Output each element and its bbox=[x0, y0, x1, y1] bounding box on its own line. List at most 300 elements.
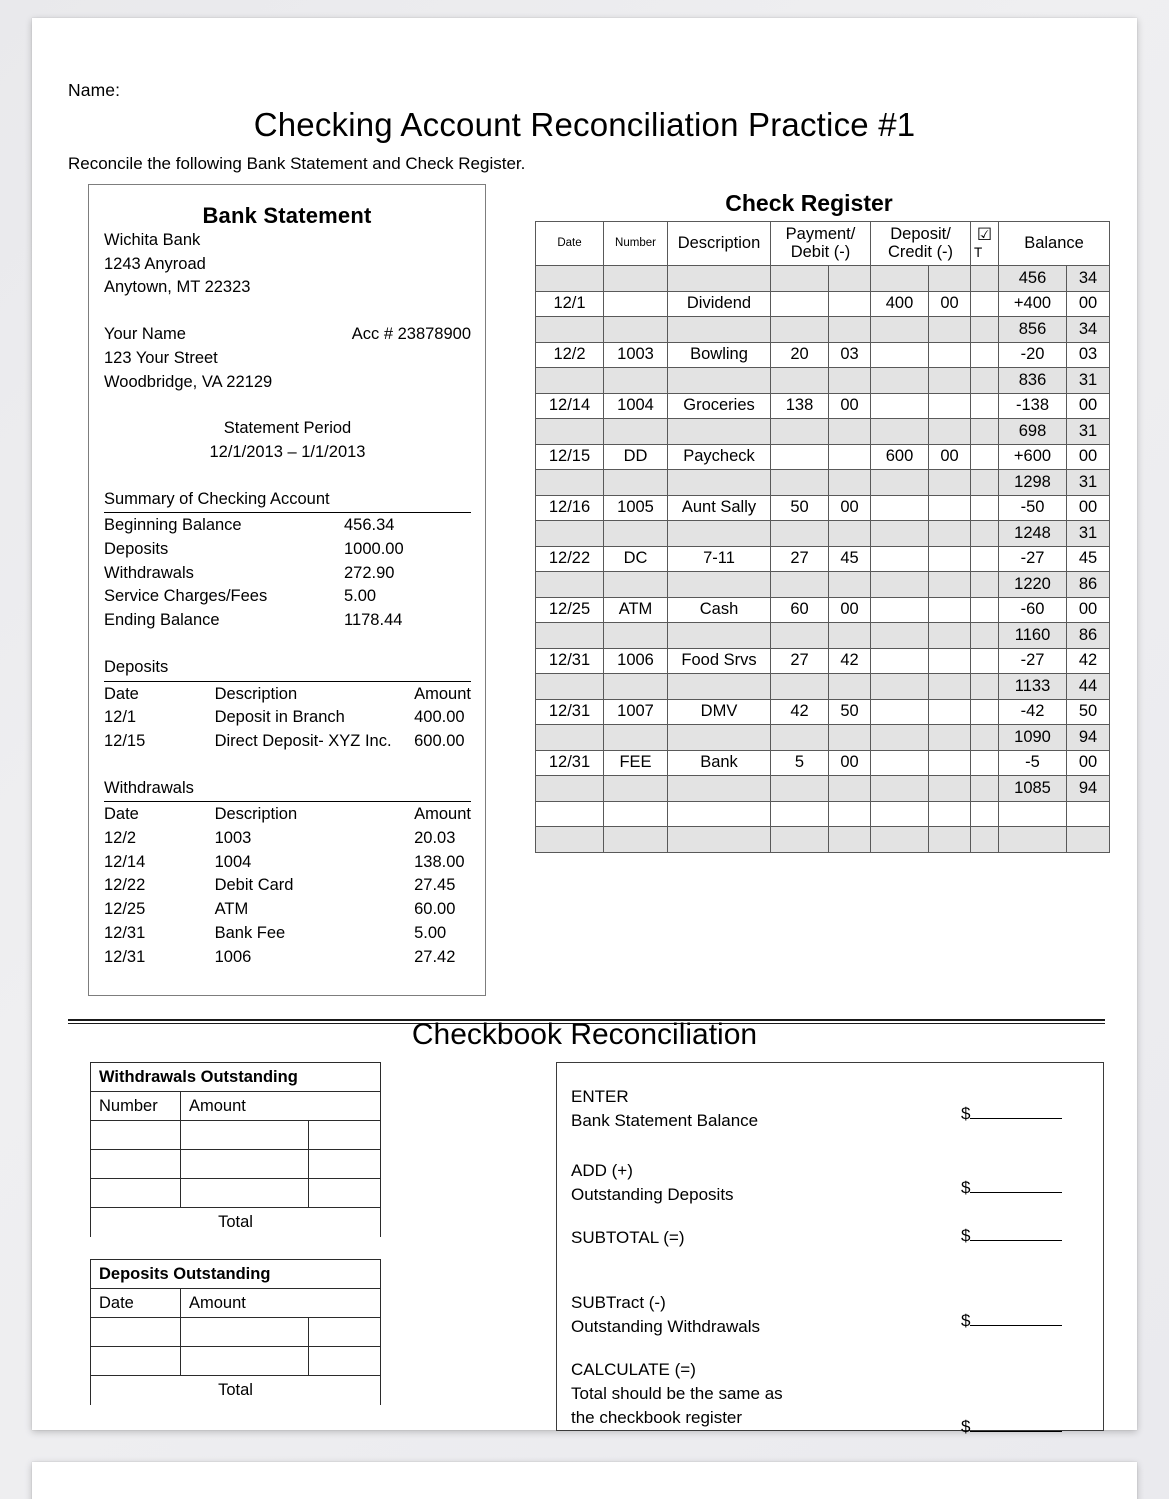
register-cell-dep-c[interactable] bbox=[929, 827, 971, 853]
table-row bbox=[104, 706, 471, 730]
register-cell-bal-d[interactable]: -60 bbox=[999, 597, 1067, 623]
register-cell-description[interactable]: DMV bbox=[668, 699, 771, 725]
register-cell-pay-c[interactable] bbox=[829, 674, 871, 700]
register-cell-pay-d[interactable] bbox=[771, 291, 829, 317]
register-cell-pay-d[interactable] bbox=[771, 674, 829, 700]
register-cell-pay-c[interactable] bbox=[829, 572, 871, 598]
register-cell-dep-d[interactable] bbox=[871, 801, 929, 827]
deposits-outstanding-table bbox=[90, 1259, 381, 1405]
register-cell-pay-d[interactable] bbox=[771, 623, 829, 649]
register-cell-description[interactable] bbox=[668, 801, 771, 827]
outstanding-blank-cell[interactable] bbox=[181, 1318, 309, 1347]
register-cell-pay-c[interactable]: 45 bbox=[829, 546, 871, 572]
register-cell-bal-c[interactable] bbox=[1067, 801, 1110, 827]
spacer bbox=[104, 754, 471, 777]
worksheet-amount-field[interactable] bbox=[961, 1311, 1062, 1331]
register-cell-bal-c[interactable]: 00 bbox=[1067, 597, 1110, 623]
outstanding-blank-cell[interactable] bbox=[181, 1179, 309, 1208]
register-cell-number[interactable]: 1006 bbox=[604, 648, 668, 674]
register-entry-row bbox=[536, 342, 1110, 368]
register-balance-row bbox=[536, 521, 1110, 547]
register-cell-pay-c[interactable]: 42 bbox=[829, 648, 871, 674]
register-cell-bal-c[interactable]: 31 bbox=[1067, 419, 1110, 445]
register-cell-pay-d[interactable] bbox=[771, 266, 829, 292]
outstanding-blank-cell[interactable] bbox=[91, 1150, 181, 1179]
register-cell-date[interactable]: 12/2 bbox=[536, 342, 604, 368]
register-cell-dep-c[interactable] bbox=[929, 419, 971, 445]
register-cell-bal-c[interactable]: 86 bbox=[1067, 623, 1110, 649]
register-cell-dep-d[interactable] bbox=[871, 393, 929, 419]
register-cell-number[interactable] bbox=[604, 827, 668, 853]
outstanding-blank-cell[interactable] bbox=[181, 1121, 309, 1150]
description-cell: Deposit in Branch bbox=[214, 708, 345, 727]
register-cell-description[interactable]: Bowling bbox=[668, 342, 771, 368]
register-cell-number[interactable] bbox=[604, 317, 668, 343]
register-cell-dep-c[interactable] bbox=[929, 674, 971, 700]
table-row bbox=[104, 730, 471, 754]
register-cell-pay-c[interactable] bbox=[829, 368, 871, 394]
summary-list bbox=[104, 514, 471, 633]
register-cell-description[interactable]: Dividend bbox=[668, 291, 771, 317]
register-cell-bal-c[interactable] bbox=[1067, 827, 1110, 853]
register-cell-pay-c[interactable]: 00 bbox=[829, 393, 871, 419]
summary-value: 456.34 bbox=[344, 516, 395, 535]
register-cell-number[interactable]: FEE bbox=[604, 750, 668, 776]
register-cell-pay-c[interactable] bbox=[829, 419, 871, 445]
register-cell-date[interactable] bbox=[536, 266, 604, 292]
outstanding-blank-cell[interactable] bbox=[309, 1318, 381, 1347]
register-cell-dep-d[interactable] bbox=[871, 419, 929, 445]
register-cell-bal-d[interactable]: 698 bbox=[999, 419, 1067, 445]
register-cell-description[interactable]: Food Srvs bbox=[668, 648, 771, 674]
register-cell-bal-c[interactable]: 44 bbox=[1067, 674, 1110, 700]
register-cell-description[interactable] bbox=[668, 470, 771, 496]
worksheet-amount-field[interactable] bbox=[961, 1226, 1062, 1246]
register-cell-dep-d[interactable] bbox=[871, 674, 929, 700]
register-cell-t[interactable] bbox=[971, 393, 999, 419]
register-cell-t[interactable] bbox=[971, 495, 999, 521]
register-cell-bal-d[interactable]: 836 bbox=[999, 368, 1067, 394]
register-cell-dep-d[interactable] bbox=[871, 470, 929, 496]
register-cell-description[interactable]: Cash bbox=[668, 597, 771, 623]
register-cell-pay-d[interactable] bbox=[771, 368, 829, 394]
register-cell-dep-d[interactable] bbox=[871, 623, 929, 649]
outstanding-blank-cell[interactable] bbox=[91, 1121, 181, 1150]
register-cell-bal-d[interactable]: 1085 bbox=[999, 776, 1067, 802]
register-cell-pay-d[interactable] bbox=[771, 801, 829, 827]
amount-blank-line[interactable] bbox=[970, 1417, 1062, 1432]
register-cell-description[interactable]: Groceries bbox=[668, 393, 771, 419]
register-cell-date[interactable]: 12/14 bbox=[536, 393, 604, 419]
outstanding-heading: Deposits Outstanding bbox=[91, 1260, 381, 1289]
register-cell-number[interactable] bbox=[604, 725, 668, 751]
register-cell-date[interactable] bbox=[536, 317, 604, 343]
bank-name: Wichita Bank bbox=[104, 231, 201, 249]
register-cell-dep-c[interactable] bbox=[929, 648, 971, 674]
register-cell-bal-c[interactable]: 50 bbox=[1067, 699, 1110, 725]
register-cell-t[interactable] bbox=[971, 597, 999, 623]
register-cell-t[interactable] bbox=[971, 546, 999, 572]
register-cell-description[interactable] bbox=[668, 572, 771, 598]
register-cell-date[interactable] bbox=[536, 801, 604, 827]
register-cell-pay-c[interactable] bbox=[829, 776, 871, 802]
register-cell-date[interactable]: 12/15 bbox=[536, 444, 604, 470]
register-cell-t[interactable] bbox=[971, 623, 999, 649]
register-cell-pay-d[interactable]: 60 bbox=[771, 597, 829, 623]
worksheet-amount-field[interactable] bbox=[961, 1417, 1062, 1437]
register-cell-bal-d[interactable]: -20 bbox=[999, 342, 1067, 368]
register-cell-bal-d[interactable]: -27 bbox=[999, 546, 1067, 572]
register-cell-dep-d[interactable] bbox=[871, 521, 929, 547]
register-cell-bal-d[interactable] bbox=[999, 801, 1067, 827]
register-cell-number[interactable] bbox=[604, 674, 668, 700]
register-cell-date[interactable] bbox=[536, 623, 604, 649]
register-cell-bal-c[interactable]: 03 bbox=[1067, 342, 1110, 368]
worksheet-amount-field[interactable] bbox=[961, 1104, 1062, 1124]
register-cell-number[interactable]: 1004 bbox=[604, 393, 668, 419]
register-cell-bal-d[interactable]: -27 bbox=[999, 648, 1067, 674]
register-cell-dep-c[interactable] bbox=[929, 470, 971, 496]
outstanding-blank-cell[interactable] bbox=[181, 1347, 309, 1376]
register-cell-pay-c[interactable] bbox=[829, 801, 871, 827]
register-cell-bal-c[interactable]: 31 bbox=[1067, 470, 1110, 496]
register-cell-t[interactable] bbox=[971, 699, 999, 725]
register-cell-dep-d[interactable] bbox=[871, 750, 929, 776]
register-cell-bal-c[interactable]: 00 bbox=[1067, 393, 1110, 419]
register-cell-bal-c[interactable]: 00 bbox=[1067, 495, 1110, 521]
register-cell-date[interactable] bbox=[536, 368, 604, 394]
register-cell-pay-c[interactable] bbox=[829, 623, 871, 649]
register-cell-pay-d[interactable] bbox=[771, 776, 829, 802]
register-cell-t[interactable] bbox=[971, 572, 999, 598]
outstanding-blank-row[interactable] bbox=[91, 1347, 381, 1376]
register-cell-dep-d[interactable] bbox=[871, 572, 929, 598]
register-cell-pay-c[interactable]: 03 bbox=[829, 342, 871, 368]
register-cell-pay-c[interactable] bbox=[829, 725, 871, 751]
register-cell-number[interactable]: DD bbox=[604, 444, 668, 470]
register-cell-date[interactable]: 12/31 bbox=[536, 648, 604, 674]
outstanding-blank-cell[interactable] bbox=[91, 1179, 181, 1208]
register-cell-description[interactable] bbox=[668, 521, 771, 547]
register-cell-bal-d[interactable]: 1133 bbox=[999, 674, 1067, 700]
register-cell-bal-c[interactable]: 86 bbox=[1067, 572, 1110, 598]
register-cell-bal-c[interactable]: 00 bbox=[1067, 291, 1110, 317]
register-cell-pay-d[interactable] bbox=[771, 470, 829, 496]
register-cell-number[interactable] bbox=[604, 291, 668, 317]
register-cell-bal-d[interactable]: -5 bbox=[999, 750, 1067, 776]
register-cell-pay-c[interactable] bbox=[829, 444, 871, 470]
register-cell-dep-d[interactable]: 600 bbox=[871, 444, 929, 470]
register-cell-bal-d[interactable]: 1090 bbox=[999, 725, 1067, 751]
table-row bbox=[104, 946, 471, 970]
register-cell-pay-c[interactable]: 00 bbox=[829, 597, 871, 623]
outstanding-blank-cell[interactable] bbox=[309, 1179, 381, 1208]
register-cell-t[interactable] bbox=[971, 266, 999, 292]
register-cell-dep-c[interactable] bbox=[929, 393, 971, 419]
register-cell-dep-c[interactable] bbox=[929, 317, 971, 343]
register-cell-number[interactable] bbox=[604, 776, 668, 802]
register-cell-dep-d[interactable] bbox=[871, 699, 929, 725]
register-cell-t[interactable] bbox=[971, 674, 999, 700]
outstanding-blank-cell[interactable] bbox=[181, 1150, 309, 1179]
register-cell-pay-d[interactable] bbox=[771, 572, 829, 598]
register-cell-description[interactable]: Paycheck bbox=[668, 444, 771, 470]
register-cell-t[interactable] bbox=[971, 801, 999, 827]
register-cell-date[interactable]: 12/31 bbox=[536, 750, 604, 776]
register-cell-dep-d[interactable] bbox=[871, 317, 929, 343]
register-entry-row bbox=[536, 801, 1110, 827]
worksheet-step-op: SUBTract (-) bbox=[571, 1293, 666, 1312]
register-cell-number[interactable] bbox=[604, 470, 668, 496]
register-cell-date[interactable]: 12/22 bbox=[536, 546, 604, 572]
register-cell-dep-d[interactable] bbox=[871, 368, 929, 394]
register-cell-bal-d[interactable]: 1248 bbox=[999, 521, 1067, 547]
register-cell-dep-c[interactable]: 00 bbox=[929, 444, 971, 470]
amount-cell: 5.00 bbox=[414, 923, 447, 942]
register-cell-t[interactable] bbox=[971, 776, 999, 802]
register-cell-date[interactable]: 12/25 bbox=[536, 597, 604, 623]
register-cell-bal-c[interactable]: 45 bbox=[1067, 546, 1110, 572]
register-cell-bal-d[interactable] bbox=[999, 827, 1067, 853]
register-cell-dep-d[interactable]: 400 bbox=[871, 291, 929, 317]
register-cell-bal-c[interactable]: 34 bbox=[1067, 266, 1110, 292]
register-cell-date[interactable]: 12/31 bbox=[536, 699, 604, 725]
register-cell-pay-d[interactable]: 42 bbox=[771, 699, 829, 725]
worksheet-step-op: CALCULATE (=) bbox=[571, 1360, 696, 1379]
register-cell-t[interactable] bbox=[971, 750, 999, 776]
register-cell-date[interactable]: 12/1 bbox=[536, 291, 604, 317]
register-cell-dep-d[interactable] bbox=[871, 546, 929, 572]
register-cell-date[interactable] bbox=[536, 521, 604, 547]
register-cell-t[interactable] bbox=[971, 725, 999, 751]
register-cell-pay-c[interactable] bbox=[829, 521, 871, 547]
register-cell-date[interactable] bbox=[536, 419, 604, 445]
date-cell: 12/31 bbox=[104, 947, 146, 966]
register-cell-t[interactable] bbox=[971, 291, 999, 317]
register-cell-number[interactable]: DC bbox=[604, 546, 668, 572]
worksheet-amount-field[interactable] bbox=[961, 1178, 1062, 1198]
register-cell-pay-c[interactable]: 00 bbox=[829, 750, 871, 776]
register-cell-bal-c[interactable]: 31 bbox=[1067, 521, 1110, 547]
register-cell-bal-d[interactable]: -50 bbox=[999, 495, 1067, 521]
register-cell-pay-d[interactable] bbox=[771, 725, 829, 751]
register-cell-pay-d[interactable] bbox=[771, 521, 829, 547]
register-cell-number[interactable] bbox=[604, 368, 668, 394]
currency-symbol: $ bbox=[961, 1178, 971, 1197]
checkbox-checked-icon: ☑ bbox=[976, 225, 993, 245]
register-cell-number[interactable]: 1005 bbox=[604, 495, 668, 521]
register-cell-description[interactable] bbox=[668, 419, 771, 445]
register-cell-number[interactable] bbox=[604, 801, 668, 827]
register-cell-pay-d[interactable]: 138 bbox=[771, 393, 829, 419]
worksheet-step bbox=[571, 1358, 783, 1430]
column-header: Amount bbox=[414, 684, 471, 703]
register-cell-dep-c[interactable] bbox=[929, 521, 971, 547]
customer-street: 123 Your Street bbox=[104, 348, 218, 367]
register-cell-t[interactable] bbox=[971, 521, 999, 547]
outstanding-column-row bbox=[91, 1092, 381, 1121]
register-cell-bal-c[interactable]: 42 bbox=[1067, 648, 1110, 674]
register-cell-t[interactable] bbox=[971, 368, 999, 394]
register-cell-description[interactable] bbox=[668, 368, 771, 394]
register-cell-description[interactable] bbox=[668, 674, 771, 700]
register-cell-t[interactable] bbox=[971, 444, 999, 470]
worksheet-step bbox=[571, 1291, 760, 1339]
register-cell-date[interactable] bbox=[536, 572, 604, 598]
register-cell-dep-c[interactable] bbox=[929, 368, 971, 394]
register-cell-number[interactable] bbox=[604, 266, 668, 292]
register-cell-number[interactable] bbox=[604, 521, 668, 547]
register-cell-dep-c[interactable] bbox=[929, 623, 971, 649]
amount-blank-line[interactable] bbox=[970, 1311, 1062, 1326]
outstanding-blank-cell[interactable] bbox=[91, 1318, 181, 1347]
register-cell-pay-d[interactable]: 50 bbox=[771, 495, 829, 521]
register-cell-pay-c[interactable] bbox=[829, 827, 871, 853]
outstanding-blank-row[interactable] bbox=[91, 1318, 381, 1347]
register-cell-bal-c[interactable]: 94 bbox=[1067, 776, 1110, 802]
outstanding-blank-cell[interactable] bbox=[91, 1347, 181, 1376]
register-cell-pay-c[interactable] bbox=[829, 317, 871, 343]
register-cell-bal-d[interactable]: +400 bbox=[999, 291, 1067, 317]
register-cell-dep-d[interactable] bbox=[871, 495, 929, 521]
register-cell-bal-d[interactable]: +600 bbox=[999, 444, 1067, 470]
register-cell-dep-c[interactable] bbox=[929, 699, 971, 725]
register-cell-bal-d[interactable]: 456 bbox=[999, 266, 1067, 292]
register-cell-dep-d[interactable] bbox=[871, 725, 929, 751]
outstanding-blank-row[interactable] bbox=[91, 1179, 381, 1208]
outstanding-blank-cell[interactable] bbox=[309, 1121, 381, 1150]
register-cell-number[interactable] bbox=[604, 572, 668, 598]
amount-blank-line[interactable] bbox=[970, 1226, 1062, 1241]
register-cell-description[interactable]: Aunt Sally bbox=[668, 495, 771, 521]
document-page-1 bbox=[32, 18, 1137, 1436]
register-cell-number[interactable] bbox=[604, 419, 668, 445]
register-cell-number[interactable]: 1007 bbox=[604, 699, 668, 725]
summary-row bbox=[104, 514, 471, 538]
register-balance-row bbox=[536, 419, 1110, 445]
register-cell-dep-c[interactable] bbox=[929, 546, 971, 572]
register-cell-description[interactable] bbox=[668, 776, 771, 802]
register-cell-dep-d[interactable] bbox=[871, 827, 929, 853]
register-cell-dep-c[interactable] bbox=[929, 801, 971, 827]
outstanding-blank-cell[interactable] bbox=[309, 1347, 381, 1376]
register-cell-t[interactable] bbox=[971, 827, 999, 853]
register-cell-bal-c[interactable]: 31 bbox=[1067, 368, 1110, 394]
register-balance-row bbox=[536, 827, 1110, 853]
register-cell-date[interactable] bbox=[536, 725, 604, 751]
register-cell-pay-d[interactable] bbox=[771, 444, 829, 470]
register-cell-description[interactable] bbox=[668, 317, 771, 343]
register-cell-dep-d[interactable] bbox=[871, 648, 929, 674]
register-cell-pay-d[interactable]: 20 bbox=[771, 342, 829, 368]
register-cell-dep-c[interactable] bbox=[929, 342, 971, 368]
register-cell-dep-c[interactable] bbox=[929, 750, 971, 776]
register-cell-description[interactable] bbox=[668, 827, 771, 853]
register-cell-dep-d[interactable] bbox=[871, 597, 929, 623]
outstanding-blank-row[interactable] bbox=[91, 1150, 381, 1179]
register-cell-dep-c[interactable] bbox=[929, 266, 971, 292]
register-col-cleared bbox=[971, 222, 999, 266]
register-cell-t[interactable] bbox=[971, 648, 999, 674]
register-cell-pay-c[interactable] bbox=[829, 291, 871, 317]
register-cell-number[interactable]: 1003 bbox=[604, 342, 668, 368]
date-cell: 12/14 bbox=[104, 852, 146, 871]
register-cell-t[interactable] bbox=[971, 317, 999, 343]
register-cell-pay-d[interactable] bbox=[771, 827, 829, 853]
register-cell-number[interactable]: ATM bbox=[604, 597, 668, 623]
date-cell: 12/25 bbox=[104, 900, 146, 919]
register-cell-pay-c[interactable] bbox=[829, 266, 871, 292]
register-cell-dep-c[interactable]: 00 bbox=[929, 291, 971, 317]
amount-blank-line[interactable] bbox=[970, 1178, 1062, 1193]
summary-label: Deposits bbox=[104, 540, 169, 559]
register-cell-bal-d[interactable]: 1298 bbox=[999, 470, 1067, 496]
summary-heading: Summary of Checking Account bbox=[104, 488, 471, 514]
register-cell-bal-d[interactable]: -138 bbox=[999, 393, 1067, 419]
amount-blank-line[interactable] bbox=[970, 1104, 1062, 1119]
register-cell-date[interactable] bbox=[536, 776, 604, 802]
register-cell-dep-c[interactable] bbox=[929, 597, 971, 623]
register-cell-bal-d[interactable]: 1160 bbox=[999, 623, 1067, 649]
register-cell-description[interactable]: 7-11 bbox=[668, 546, 771, 572]
register-cell-dep-c[interactable] bbox=[929, 572, 971, 598]
register-cell-description[interactable] bbox=[668, 623, 771, 649]
register-cell-date[interactable] bbox=[536, 674, 604, 700]
register-cell-bal-d[interactable]: 856 bbox=[999, 317, 1067, 343]
register-cell-pay-d[interactable]: 27 bbox=[771, 546, 829, 572]
register-cell-bal-d[interactable]: -42 bbox=[999, 699, 1067, 725]
register-cell-t[interactable] bbox=[971, 470, 999, 496]
register-cell-t[interactable] bbox=[971, 419, 999, 445]
register-cell-pay-c[interactable]: 00 bbox=[829, 495, 871, 521]
register-cell-pay-c[interactable] bbox=[829, 470, 871, 496]
register-cell-dep-c[interactable] bbox=[929, 725, 971, 751]
register-cell-dep-d[interactable] bbox=[871, 342, 929, 368]
register-cell-dep-c[interactable] bbox=[929, 495, 971, 521]
register-cell-pay-d[interactable] bbox=[771, 419, 829, 445]
register-cell-t[interactable] bbox=[971, 342, 999, 368]
register-cell-date[interactable] bbox=[536, 470, 604, 496]
register-cell-description[interactable] bbox=[668, 725, 771, 751]
summary-label: Beginning Balance bbox=[104, 516, 242, 535]
register-cell-pay-d[interactable]: 5 bbox=[771, 750, 829, 776]
register-cell-bal-c[interactable]: 94 bbox=[1067, 725, 1110, 751]
outstanding-blank-row[interactable] bbox=[91, 1121, 381, 1150]
outstanding-blank-cell[interactable] bbox=[309, 1150, 381, 1179]
register-cell-pay-d[interactable]: 27 bbox=[771, 648, 829, 674]
register-balance-row bbox=[536, 317, 1110, 343]
summary-row bbox=[104, 562, 471, 586]
register-cell-number[interactable] bbox=[604, 623, 668, 649]
register-cell-bal-c[interactable]: 00 bbox=[1067, 750, 1110, 776]
register-entry-row bbox=[536, 495, 1110, 521]
register-cell-date[interactable]: 12/16 bbox=[536, 495, 604, 521]
outstanding-col2: Amount bbox=[181, 1092, 381, 1121]
description-cell: Direct Deposit- XYZ Inc. bbox=[214, 731, 392, 750]
register-cell-dep-d[interactable] bbox=[871, 776, 929, 802]
register-cell-bal-d[interactable]: 1220 bbox=[999, 572, 1067, 598]
register-cell-description[interactable]: Bank bbox=[668, 750, 771, 776]
register-cell-date[interactable] bbox=[536, 827, 604, 853]
register-cell-dep-c[interactable] bbox=[929, 776, 971, 802]
register-cell-pay-d[interactable] bbox=[771, 317, 829, 343]
register-cell-dep-d[interactable] bbox=[871, 266, 929, 292]
register-cell-pay-c[interactable]: 50 bbox=[829, 699, 871, 725]
register-cell-description[interactable] bbox=[668, 266, 771, 292]
register-cell-bal-c[interactable]: 34 bbox=[1067, 317, 1110, 343]
register-cell-bal-c[interactable]: 00 bbox=[1067, 444, 1110, 470]
currency-symbol: $ bbox=[961, 1311, 971, 1330]
